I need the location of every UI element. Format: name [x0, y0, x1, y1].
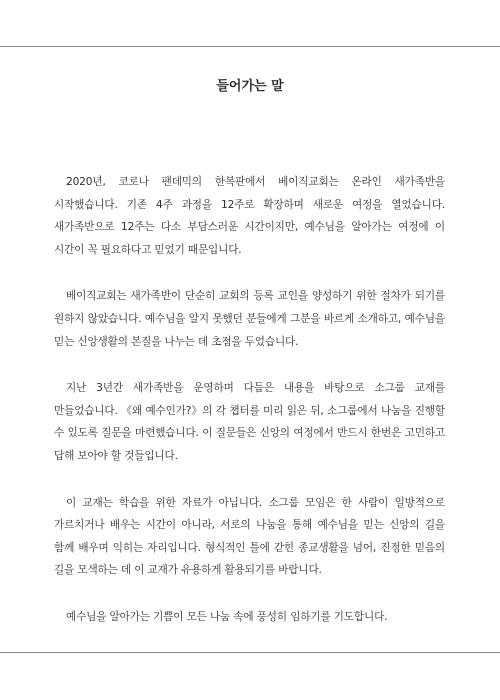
body-text	[54, 171, 445, 629]
top-rule	[0, 46, 500, 47]
paragraph-1: 2020년, 코로나 팬데믹의 한복판에서 베이직교회는 온라인 새가족반을 시작했습니다. 기존 4주 과정을 12주로 확장하며 새로운 여정을 열었습니다. 새가족반으로 12주는 다소 부담스러운 시간이지만, 예수님을 알아가는 여정에 이 시간이 꼭 필요하다고 믿었기 때문입니다.	[54, 176, 445, 256]
bottom-rule	[0, 652, 500, 653]
paragraph-2: 베이직교회는 새가족반이 단순히 교회의 등록 교인을 양성하기 위한 절차가 되기를 원하지 않았습니다. 예수님을 알지 못했던 분들에게 그분을 바르게 소개하고, 예수님을 믿는 신앙생활의 본질을 나누는 데 초점을 두었습니다.	[54, 290, 445, 348]
paragraph-3: 지난 3년간 새가족반을 운영하며 다듬은 내용을 바탕으로 소그룹 교재를 만들었습니다. 《왜 예수인가?》의 각 챕터를 미리 읽은 뒤, 소그룹에서 나눔을 진행할 수 있도록 질문을 마련했습니다. 이 질문들은 신앙의 여정에서 반드시 한번은 고민하고 답해 보아야 할 것들입니다.	[54, 382, 445, 462]
paragraph-4: 이 교재는 학습을 위한 자료가 아닙니다. 소그룹 모임은 한 사람이 일방적으로 가르치거나 배우는 시간이 아니라, 서로의 나눔을 통해 예수님을 믿는 신앙의 길을 함께 배우며 익히는 자리입니다. 형식적인 틀에 갇힌 종교생활을 넘어, 진정한 믿음의 길을 모색하는 데 이 교재가 유용하게 활용되기를 바랍니다.	[54, 496, 445, 577]
paragraph-5: 예수님을 알아가는 기쁨이 모든 나눔 속에 풍성히 임하기를 기도합니다.	[66, 610, 388, 623]
page-title: 들어가는 말	[216, 78, 284, 94]
